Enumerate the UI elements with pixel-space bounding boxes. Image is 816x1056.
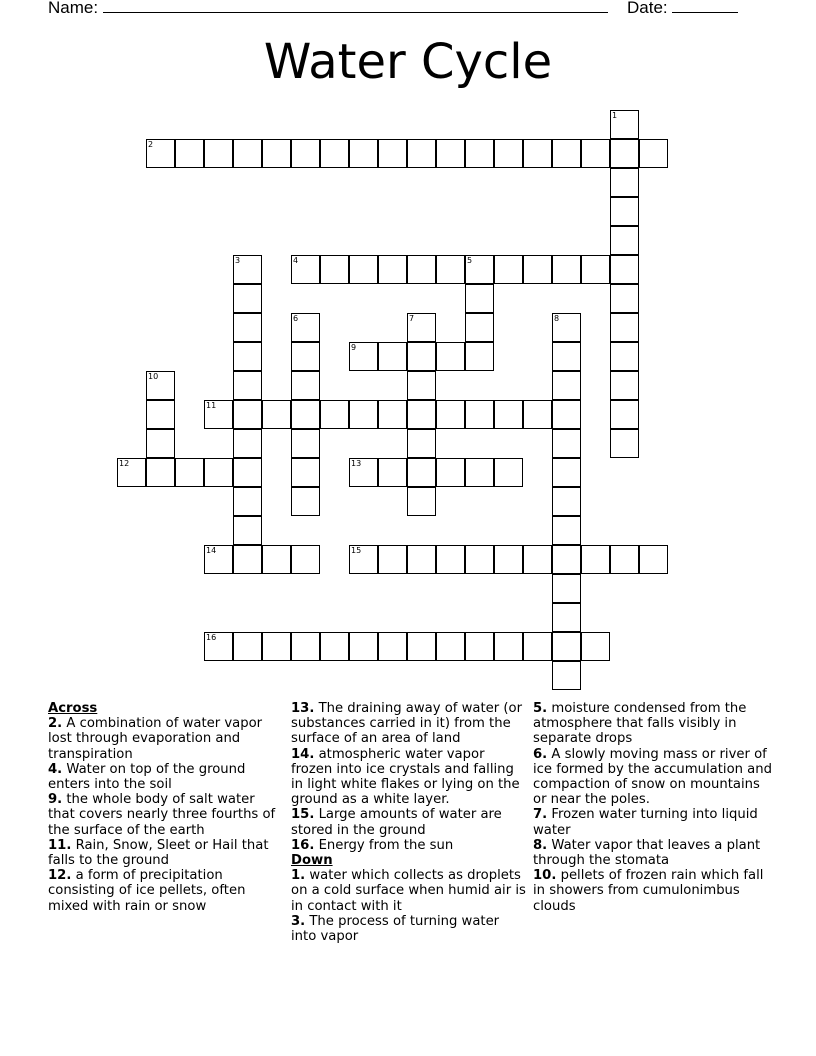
crossword-cell[interactable] <box>465 139 494 168</box>
clue-text: water which collects as droplets on a cold surface when humid air is in contact with it <box>291 868 526 914</box>
crossword-cell[interactable] <box>233 545 262 574</box>
clue-number-6: 6 <box>293 314 299 323</box>
clue-num: 11. <box>48 837 72 853</box>
clue-number-1: 1 <box>612 111 618 120</box>
crossword-cell[interactable] <box>262 400 291 429</box>
crossword-cell[interactable] <box>349 400 378 429</box>
crossword-cell[interactable] <box>204 139 233 168</box>
down-clue <box>291 868 527 914</box>
crossword-cell[interactable] <box>552 429 581 458</box>
clue-num: 4. <box>48 761 63 777</box>
clue-number-13: 13 <box>351 459 362 468</box>
clue-num: 6. <box>533 746 548 762</box>
crossword-cell[interactable] <box>320 632 349 661</box>
crossword-cell[interactable] <box>233 139 262 168</box>
crossword-cell[interactable] <box>146 400 175 429</box>
crossword-cell[interactable] <box>407 545 436 574</box>
clue-num: 16. <box>291 837 315 853</box>
crossword-cell[interactable] <box>494 632 523 661</box>
crossword-cell[interactable] <box>378 632 407 661</box>
across-clue <box>291 838 527 853</box>
clue-num: 3. <box>291 913 306 929</box>
crossword-cell[interactable] <box>523 545 552 574</box>
crossword-cell[interactable] <box>552 139 581 168</box>
clues-column-1 <box>48 701 278 914</box>
crossword-cell[interactable] <box>291 487 320 516</box>
clue-text: Energy from the sun <box>314 837 454 853</box>
clue-number-7: 7 <box>409 314 415 323</box>
across-clue <box>48 792 278 838</box>
crossword-cell[interactable] <box>378 139 407 168</box>
page-title: Water Cycle <box>263 34 553 90</box>
crossword-cell[interactable] <box>581 139 610 168</box>
crossword-cell[interactable] <box>552 516 581 545</box>
crossword-cell[interactable] <box>465 400 494 429</box>
crossword-cell[interactable] <box>610 168 639 197</box>
clue-number-2: 2 <box>148 140 154 149</box>
crossword-cell[interactable] <box>349 139 378 168</box>
crossword-cell[interactable] <box>291 342 320 371</box>
crossword-cell[interactable] <box>407 371 436 400</box>
crossword-cell[interactable] <box>320 255 349 284</box>
down-clue <box>291 914 527 944</box>
across-clue <box>291 701 527 747</box>
clue-text: Large amounts of water are stored in the ground <box>291 807 502 838</box>
clue-num: 12. <box>48 868 72 884</box>
clue-number-3: 3 <box>235 256 241 265</box>
across-heading: Across <box>48 701 98 716</box>
date-label: Date: <box>627 0 668 17</box>
crossword-cell[interactable] <box>320 139 349 168</box>
crossword-cell[interactable] <box>378 255 407 284</box>
clue-num: 5. <box>533 701 548 716</box>
clue-number-14: 14 <box>206 546 217 555</box>
crossword-cell[interactable] <box>291 545 320 574</box>
crossword-cell[interactable] <box>407 458 436 487</box>
crossword-cell[interactable] <box>581 255 610 284</box>
across-clue <box>48 716 278 762</box>
clue-num: 9. <box>48 792 63 808</box>
clue-text: A slowly moving mass or river of ice formed by the accumulation and compaction of snow on mountains or near the poles. <box>533 746 772 808</box>
crossword-cell[interactable] <box>436 139 465 168</box>
crossword-cell[interactable] <box>378 400 407 429</box>
crossword-cell[interactable] <box>378 458 407 487</box>
crossword-cell[interactable] <box>233 313 262 342</box>
clue-number-16: 16 <box>206 633 217 642</box>
down-heading: Down <box>291 853 333 869</box>
crossword-cell[interactable] <box>262 139 291 168</box>
crossword-cell[interactable] <box>610 255 639 284</box>
crossword-cell[interactable] <box>610 429 639 458</box>
crossword-cell[interactable] <box>581 545 610 574</box>
crossword-cell[interactable] <box>494 400 523 429</box>
crossword-cell[interactable] <box>610 226 639 255</box>
down-clue <box>533 868 773 914</box>
crossword-cell[interactable] <box>552 661 581 690</box>
clue-number-15: 15 <box>351 546 362 555</box>
crossword-cell[interactable] <box>407 255 436 284</box>
clue-text: The process of turning water into vapor <box>291 913 500 945</box>
crossword-cell[interactable] <box>291 458 320 487</box>
crossword-cell[interactable] <box>436 342 465 371</box>
crossword-cell[interactable] <box>262 632 291 661</box>
crossword-cell[interactable] <box>494 255 523 284</box>
clue-num: 8. <box>533 837 548 853</box>
clue-text: Frozen water turning into liquid water <box>533 807 758 838</box>
crossword-cell[interactable] <box>610 371 639 400</box>
crossword-cell[interactable] <box>407 400 436 429</box>
down-clue <box>533 701 773 747</box>
crossword-cell[interactable] <box>465 545 494 574</box>
crossword-cell[interactable] <box>146 429 175 458</box>
across-clue <box>291 807 527 837</box>
crossword-cell[interactable] <box>465 284 494 313</box>
crossword-cell[interactable] <box>581 632 610 661</box>
crossword-cell[interactable] <box>262 545 291 574</box>
clue-text: Rain, Snow, Sleet or Hail that falls to the ground <box>48 837 269 869</box>
crossword-cell[interactable] <box>436 545 465 574</box>
crossword-cell[interactable] <box>291 632 320 661</box>
crossword-cell[interactable] <box>639 139 668 168</box>
crossword-cell[interactable] <box>233 458 262 487</box>
crossword-cell[interactable] <box>465 458 494 487</box>
across-clue <box>48 762 278 792</box>
crossword-cell[interactable] <box>610 139 639 168</box>
crossword-cell[interactable] <box>349 255 378 284</box>
crossword-cell[interactable] <box>552 574 581 603</box>
crossword-cell[interactable] <box>378 545 407 574</box>
clue-text: a form of precipitation consisting of ice pellets, often mixed with rain or snow <box>48 868 246 914</box>
crossword-cell[interactable] <box>233 632 262 661</box>
clue-number-9: 9 <box>351 343 357 352</box>
clue-text: Water vapor that leaves a plant through the stomata <box>533 837 761 869</box>
crossword-cell[interactable] <box>204 458 233 487</box>
crossword-cell[interactable] <box>610 545 639 574</box>
crossword-cell[interactable] <box>552 632 581 661</box>
crossword-cell[interactable] <box>610 400 639 429</box>
across-clue <box>48 838 278 868</box>
crossword-cell[interactable] <box>407 139 436 168</box>
clue-num: 2. <box>48 716 63 732</box>
clue-text: the whole body of salt water that covers nearly three fourths of the surface of the earth <box>48 792 276 838</box>
crossword-cell[interactable] <box>465 313 494 342</box>
down-clue <box>533 747 773 808</box>
crossword-cell[interactable] <box>610 342 639 371</box>
clue-number-11: 11 <box>206 401 217 410</box>
crossword-cell[interactable] <box>407 429 436 458</box>
crossword-cell[interactable] <box>233 342 262 371</box>
crossword-cell[interactable] <box>552 458 581 487</box>
crossword-cell[interactable] <box>436 255 465 284</box>
clue-num: 15. <box>291 807 315 823</box>
clue-num: 7. <box>533 807 548 823</box>
clue-num: 1. <box>291 868 306 884</box>
crossword-cell[interactable] <box>233 429 262 458</box>
clues-column-2 <box>291 701 527 944</box>
clue-num: 14. <box>291 746 315 762</box>
crossword-cell[interactable] <box>552 603 581 632</box>
crossword-cell[interactable] <box>436 400 465 429</box>
crossword-cell[interactable] <box>552 400 581 429</box>
crossword-cell[interactable] <box>552 545 581 574</box>
crossword-cell[interactable] <box>465 342 494 371</box>
crossword-cell[interactable] <box>465 632 494 661</box>
crossword-cell[interactable] <box>291 400 320 429</box>
down-clue <box>533 807 773 837</box>
clue-text: pellets of frozen rain which fall in showers from cumulonimbus clouds <box>533 868 764 914</box>
crossword-cell[interactable] <box>523 632 552 661</box>
clue-text: The draining away of water (or substances carried in it) from the surface of an area of land <box>291 701 523 747</box>
crossword-cell[interactable] <box>523 255 552 284</box>
crossword-cell[interactable] <box>639 545 668 574</box>
crossword-cell[interactable] <box>610 284 639 313</box>
clue-text: A combination of water vapor lost through evaporation and transpiration <box>48 716 263 762</box>
crossword-cell[interactable] <box>291 371 320 400</box>
crossword-cell[interactable] <box>407 342 436 371</box>
clue-text: atmospheric water vapor frozen into ice crystals and falling in light white flakes or lying on the ground as a white layer. <box>291 746 520 808</box>
crossword-cell[interactable] <box>523 400 552 429</box>
crossword-cell[interactable] <box>175 458 204 487</box>
crossword-cell[interactable] <box>610 197 639 226</box>
clue-num: 10. <box>533 868 557 884</box>
across-clue <box>48 868 278 914</box>
crossword-cell[interactable] <box>436 632 465 661</box>
crossword-cell[interactable] <box>552 255 581 284</box>
crossword-cell[interactable] <box>320 400 349 429</box>
clue-num: 13. <box>291 701 315 716</box>
clue-number-12: 12 <box>119 459 130 468</box>
crossword-cell[interactable] <box>552 487 581 516</box>
crossword-cell[interactable] <box>291 429 320 458</box>
across-clue <box>291 747 527 808</box>
crossword-cell[interactable] <box>552 342 581 371</box>
crossword-cell[interactable] <box>233 400 262 429</box>
clue-text: moisture condensed from the atmosphere that falls visibly in separate drops <box>533 701 747 747</box>
crossword-cell[interactable] <box>233 284 262 313</box>
clue-number-8: 8 <box>554 314 560 323</box>
crossword-cell[interactable] <box>610 313 639 342</box>
crossword-cell[interactable] <box>552 371 581 400</box>
clues-column-3 <box>533 701 773 914</box>
crossword-cell[interactable] <box>349 632 378 661</box>
clue-text: Water on top of the ground enters into the soil <box>48 761 246 793</box>
clue-number-4: 4 <box>293 256 299 265</box>
crossword-cell[interactable] <box>378 342 407 371</box>
crossword-cell[interactable] <box>233 371 262 400</box>
name-label: Name: <box>48 0 99 17</box>
crossword-cell[interactable] <box>523 139 552 168</box>
crossword-cell[interactable] <box>407 487 436 516</box>
crossword-cell[interactable] <box>494 139 523 168</box>
down-clue <box>533 838 773 868</box>
crossword-cell[interactable] <box>494 545 523 574</box>
crossword-cell[interactable] <box>233 487 262 516</box>
crossword-cell[interactable] <box>233 516 262 545</box>
clue-number-5: 5 <box>467 256 473 265</box>
clue-number-10: 10 <box>148 372 159 381</box>
crossword-cell[interactable] <box>407 632 436 661</box>
crossword-cell[interactable] <box>146 458 175 487</box>
crossword-cell[interactable] <box>436 458 465 487</box>
crossword-cell[interactable] <box>494 458 523 487</box>
crossword-cell[interactable] <box>291 139 320 168</box>
crossword-cell[interactable] <box>175 139 204 168</box>
